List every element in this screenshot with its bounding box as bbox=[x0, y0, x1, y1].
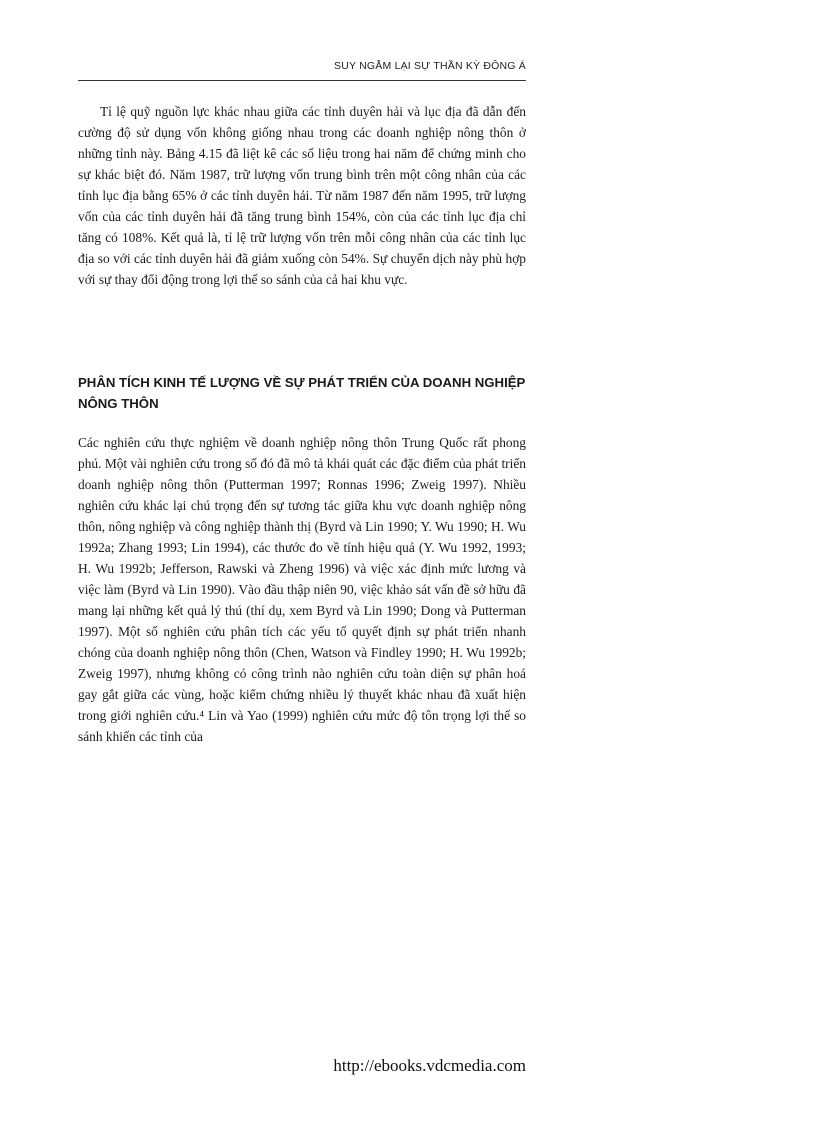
body-paragraph-2: Các nghiên cứu thực nghiệm về doanh nghiệp nông thôn Trung Quốc rất phong phú. Một vài nghiên cứu trong số đó đã mô tả khái quát các đặc điểm của phát triển doanh nghiệp nông thôn (Putterman 1997; Ronnas 1996; Zweig 1997). Nhiều nghiên cứu khác lại chú trọng đến sự tương tác giữa khu vực doanh nghiệp nông thôn, nông nghiệp và công nghiệp thành thị (Byrd và Lin 1990; Y. Wu 1990; H. Wu 1992a; Zhang 1993; Lin 1994), các thước đo về tính hiệu quả (Y. Wu 1992, 1993; H. Wu 1992b; Jefferson, Rawski và Zheng 1996) và việc xác định mức lương và việc làm (Byrd và Lin 1990). Vào đầu thập niên 90, việc khảo sát vấn đề sở hữu đã mang lại những kết quả lý thú (thí dụ, xem Byrd và Lin 1990; Dong và Putterman 1997). Một số nghiên cứu phân tích các yếu tố quyết định sự phát triển nhanh chóng của doanh nghiệp nông thôn (Chen, Watson và Findley 1990; H. Wu 1992b; Zweig 1997), nhưng không có công trình nào nghiên cứu toàn diện sự phân hoá gay gắt giữa các vùng, hoặc kiểm chứng nhiều lý thuyết khác nhau đã xuất hiện trong giới nghiên cứu.⁴ Lin và Yao (1999) nghiên cứu mức độ tôn trọng lợi thế so sánh khiến các tỉnh của bbox=[78, 435, 526, 744]
body-paragraph-1: Tỉ lệ quỹ nguồn lực khác nhau giữa các tỉnh duyên hải và lục địa đã dẫn đến cường độ sử dụng vốn không giống nhau trong các doanh nghiệp nông thôn ở những tỉnh này. Bảng 4.15 đã liệt kê các số liệu trong hai năm để chứng minh cho sự khác biệt đó. Năm 1987, trữ lượng vốn trung bình trên một công nhân của các tỉnh lục địa bằng 65% ở các tỉnh duyên hải. Từ năm 1987 đến năm 1995, trữ lượng vốn của các tỉnh duyên hải đã tăng trung bình 154%, còn của các tỉnh lục địa chỉ tăng có 108%. Kết quả là, tỉ lệ trữ lượng vốn trên mỗi công nhân của các tỉnh lục địa so với các tỉnh duyên hải đã giảm xuống còn 54%. Sự chuyển dịch này phù hợp với sự thay đổi động trong lợi thế so sánh của cả hai khu vực. bbox=[78, 104, 526, 287]
section-heading: PHÂN TÍCH KINH TẾ LƯỢNG VỀ SỰ PHÁT TRIỂN CỦA DOANH NGHIỆP NÔNG THÔN bbox=[78, 375, 526, 411]
running-header: SUY NGẪM LẠI SỰ THẦN KỲ ĐÔNG Á bbox=[334, 60, 526, 72]
header-rule bbox=[78, 80, 526, 81]
footer-url-link[interactable]: http://ebooks.vdcmedia.com bbox=[333, 1056, 526, 1075]
